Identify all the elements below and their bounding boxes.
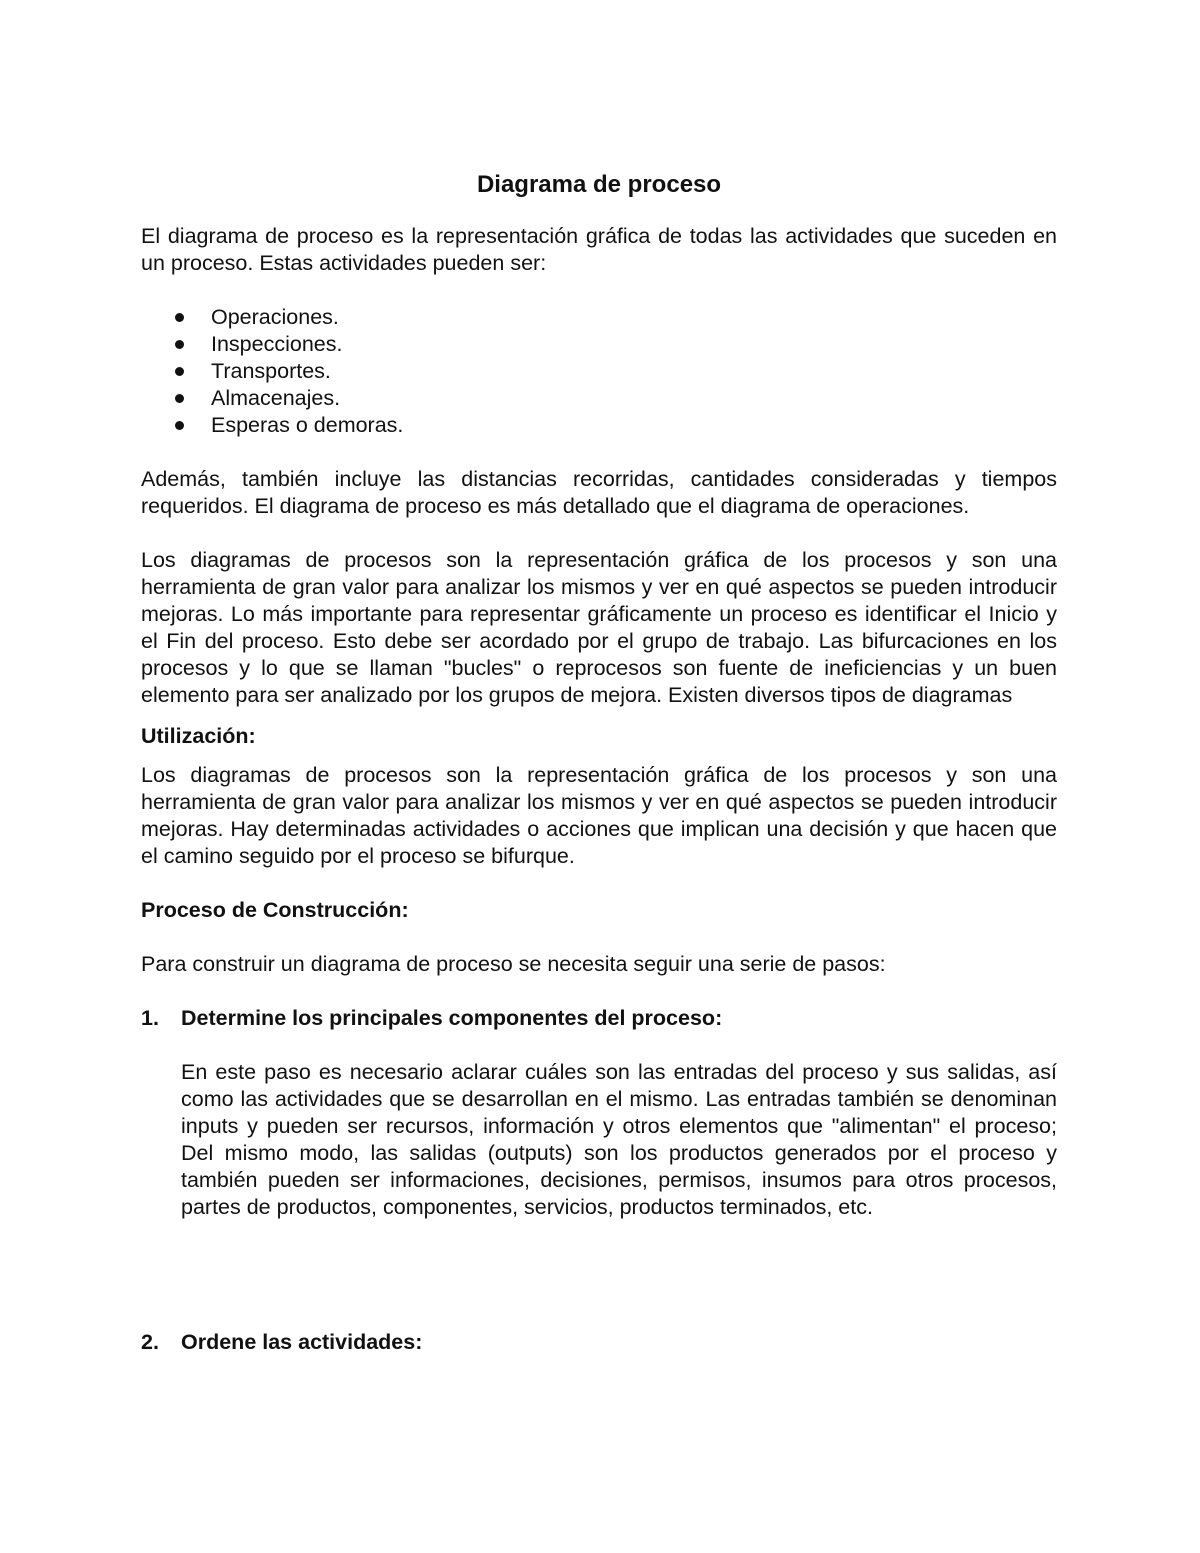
intro-paragraph: El diagrama de proceso es la representación gráfica de todas las actividades que suceden en un proceso. Estas actividades pueden ser:: [141, 224, 1057, 275]
step-number: 1.: [141, 1006, 159, 1030]
ademas-paragraph: Además, también incluye las distancias recorridas, cantidades consideradas y tiempos requeridos. El diagrama de proceso es más detallado que el diagrama de operaciones.: [141, 467, 1057, 518]
activities-list: [141, 304, 1057, 439]
step-heading: [141, 1005, 1057, 1032]
step-2: [141, 1329, 1057, 1356]
list-item-text: Almacenajes.: [211, 386, 341, 410]
bullet-icon: [175, 313, 184, 322]
bullet-icon: [175, 421, 184, 430]
list-item-text: Inspecciones.: [211, 332, 343, 356]
list-item: [141, 412, 1057, 439]
step-heading-text: Ordene las actividades:: [181, 1330, 423, 1354]
list-item: [141, 304, 1057, 331]
utilizacion-heading: Utilización:: [141, 724, 256, 748]
document-content: [141, 168, 1057, 1356]
step-heading: [141, 1329, 1057, 1356]
construccion-heading: Proceso de Construcción:: [141, 898, 409, 922]
diagramas-paragraph: Los diagramas de procesos son la representación gráfica de los procesos y son una herramienta de gran valor para analizar los mismos y ver en qué aspectos se pueden introducir mejoras. Lo más importante para representar gráficamente un proceso es identificar el Inicio y el Fin del proceso. Esto debe ser acordado por el grupo de trabajo. Las bifurcaciones en los procesos y lo que se llaman "bucles" o reprocesos son fuente de ineficiencias y un buen elemento para ser analizado por los grupos de mejora. Existen diversos tipos de diagramas: [141, 548, 1057, 707]
list-item-text: Operaciones.: [211, 305, 339, 329]
step-1: [141, 1005, 1057, 1221]
step-heading-text: Determine los principales componentes del proceso:: [181, 1006, 723, 1030]
spacer: [141, 1248, 1057, 1329]
bullet-icon: [175, 340, 184, 349]
bullet-icon: [175, 394, 184, 403]
list-item-text: Transportes.: [211, 359, 331, 383]
list-item: [141, 358, 1057, 385]
document-title: Diagrama de proceso: [476, 171, 722, 198]
bullet-icon: [175, 367, 184, 376]
list-item: [141, 385, 1057, 412]
list-item: [141, 331, 1057, 358]
step-body: En este paso es necesario aclarar cuáles son las entradas del proceso y sus salidas, así como las actividades que se desarrollan en el mismo. Las entradas también se denominan inputs y pueden ser recursos, información y otros elementos que "alimentan" el proceso; Del mismo modo, las salidas (outputs) son los productos generados por el proceso y también pueden ser informaciones, decisiones, permisos, insumos para otros procesos, partes de productos, componentes, servicios, productos terminados, etc.: [181, 1060, 1057, 1219]
utilizacion-paragraph: Los diagramas de procesos son la representación gráfica de los procesos y son una herramienta de gran valor para analizar los mismos y ver en qué aspectos se pueden introducir mejoras. Hay determinadas actividades o acciones que implican una decisión y que hacen que el camino seguido por el proceso se bifurque.: [141, 763, 1057, 868]
construccion-intro: Para construir un diagrama de proceso se necesita seguir una serie de pasos:: [141, 952, 886, 976]
list-item-text: Esperas o demoras.: [211, 413, 404, 437]
step-number: 2.: [141, 1330, 159, 1354]
